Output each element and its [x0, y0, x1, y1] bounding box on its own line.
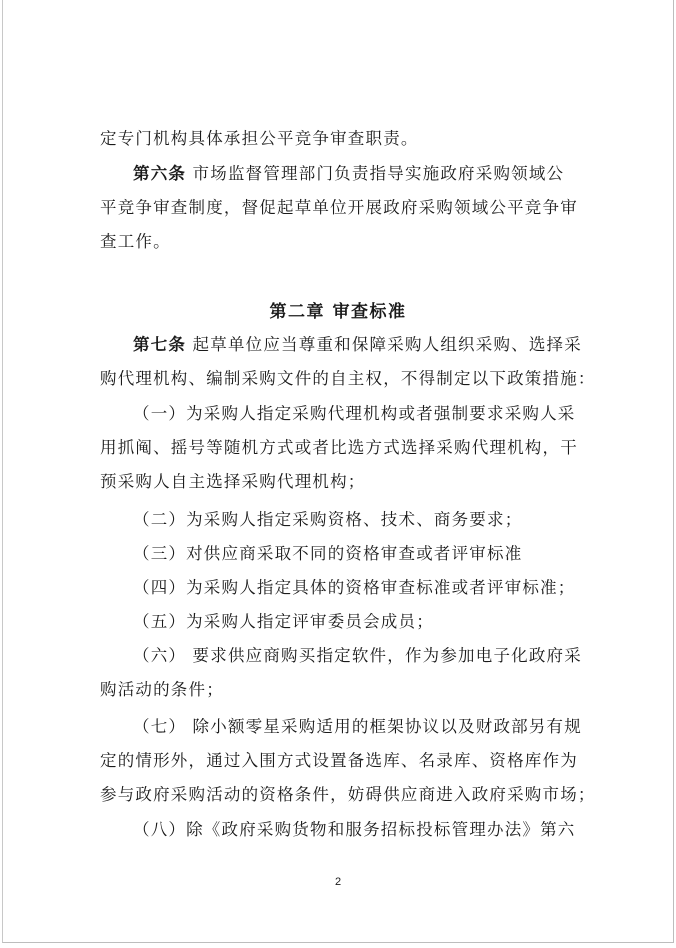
list-item: （六） 要求供应商购买指定软件，作为参加电子化政府采	[133, 646, 582, 665]
text-line: 市场监督管理部门负责指导实施政府采购领域公	[186, 164, 565, 183]
list-item: （二）为采购人指定采购资格、技术、商务要求；	[133, 510, 523, 529]
article-7-title: 第七条	[133, 335, 187, 354]
article-7-paragraph	[133, 331, 633, 355]
text-line: 购代理机构、编制采购文件的自主权，不得制定以下政策措施：	[100, 369, 596, 388]
list-item: （一）为采购人指定采购代理机构或者强制要求采购人采	[133, 404, 576, 423]
text-line: 定的情形外，通过入围方式设置备选库、名录库、资格库作为	[100, 751, 578, 770]
list-item: （七） 除小额零星采购适用的框架协议以及财政部另有规	[133, 717, 582, 736]
text-line: 起草单位应当尊重和保障采购人组织采购、选择采	[186, 335, 582, 354]
text-line: 用抓阄、摇号等随机方式或者比选方式选择采购代理机构，干	[100, 438, 578, 457]
list-item: （三）对供应商采取不同的资格审查或者评审标准	[133, 544, 523, 563]
text-line: 平竞争审查制度，督促起草单位开展政府采购领域公平竞争审	[100, 198, 578, 217]
page-number: 2	[334, 876, 342, 888]
list-item: （八）除《政府采购货物和服务招标投标管理办法》第六	[133, 820, 576, 839]
text-line: 预采购人自主选择采购代理机构；	[100, 472, 366, 491]
text-line: 定专门机构具体承担公平竞争审查职责。	[100, 129, 419, 148]
article-6-title: 第六条	[133, 164, 187, 183]
document-page	[2, 0, 674, 943]
text-line: 查工作。	[100, 232, 171, 251]
article-6-paragraph	[133, 160, 633, 184]
list-item: （五）为采购人指定评审委员会成员；	[133, 612, 434, 631]
text-line: 参与政府采购活动的资格条件，妨碍供应商进入政府采购市场；	[100, 785, 596, 804]
list-item: （四）为采购人指定具体的资格审查标准或者评审标准；	[133, 578, 576, 597]
chapter-heading: 第二章 审查标准	[269, 302, 407, 322]
text-line: 购活动的条件；	[100, 680, 224, 699]
